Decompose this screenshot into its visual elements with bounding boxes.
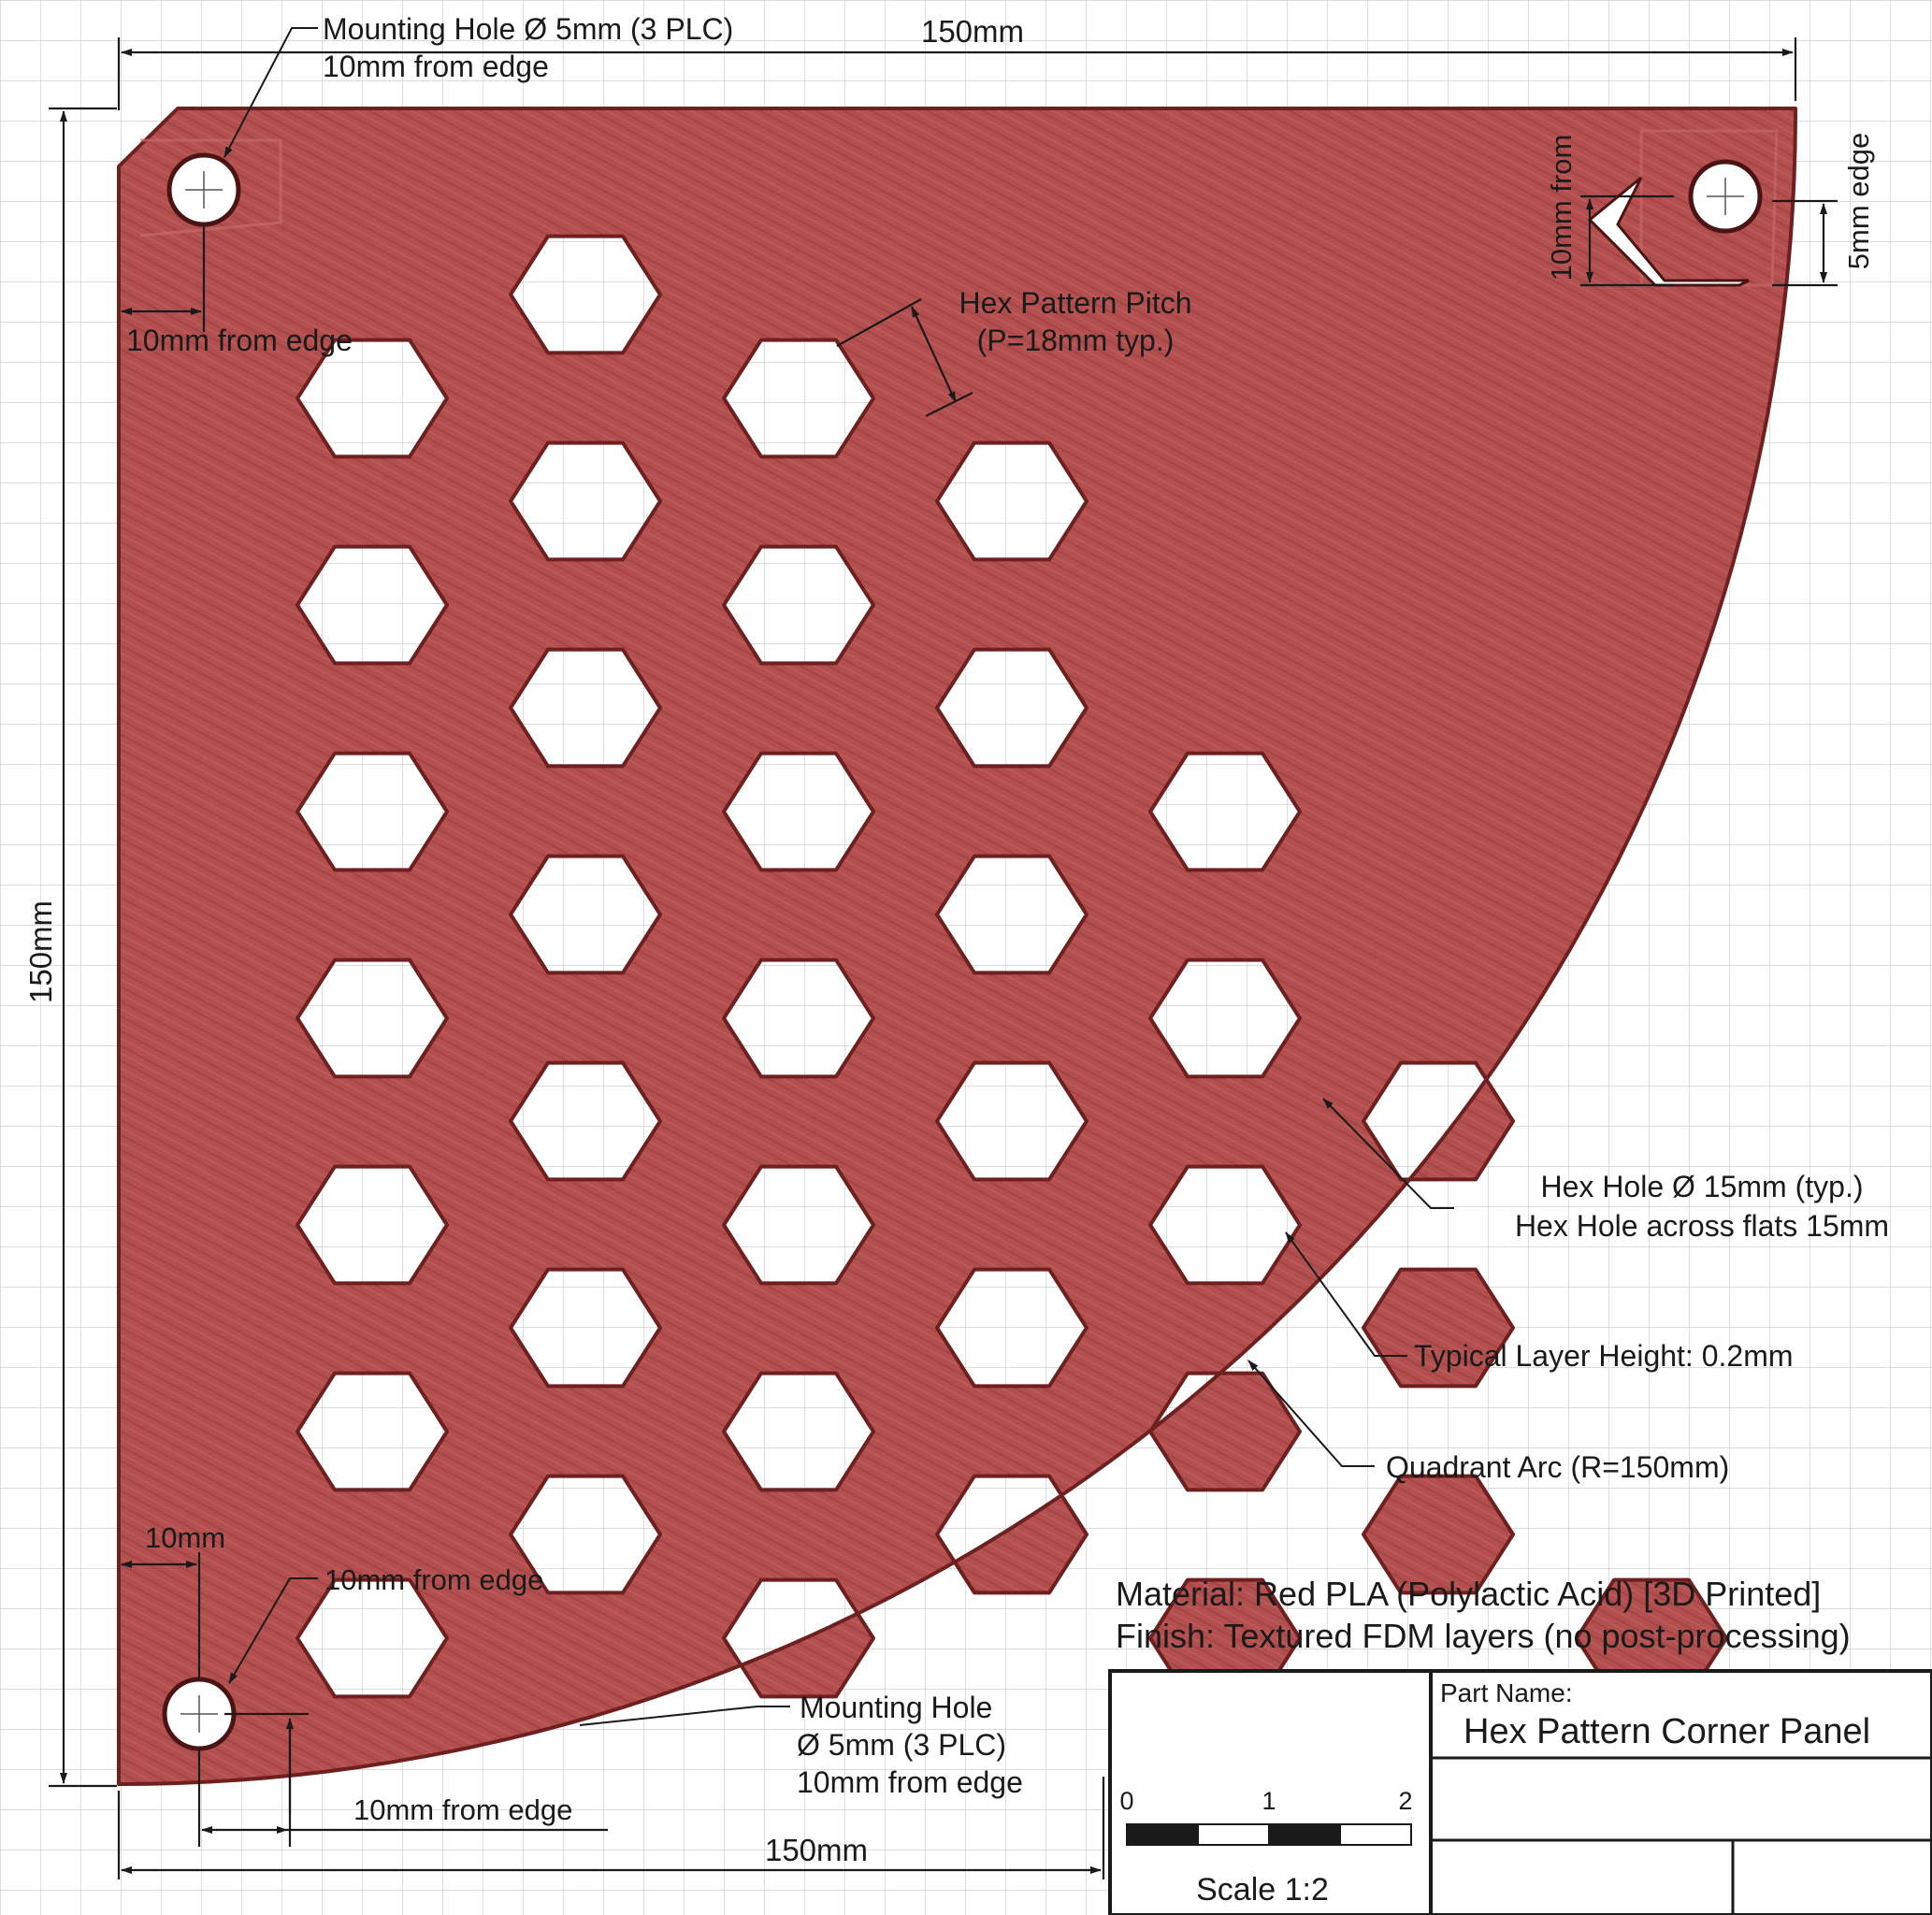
bottom-hole-label-2: Ø 5mm (3 PLC): [797, 1728, 1007, 1762]
bottom-width-label: 150mm: [764, 1833, 869, 1867]
mounting-hole-top-left: [169, 155, 238, 224]
right-vertical-label-b: 5mm edge: [1842, 132, 1875, 270]
bottom-offset-label: 10mm from edge: [353, 1793, 573, 1826]
bottom-left-offset-label: 10mm from edge: [324, 1563, 544, 1596]
arc-label: Quadrant Arc (R=150mm): [1386, 1450, 1730, 1484]
pitch-label-2: (P=18mm typ.): [976, 324, 1175, 357]
hex-hole-label-1: Hex Hole Ø 15mm (typ.): [1540, 1170, 1864, 1203]
top-width-label: 150mm: [920, 14, 1025, 49]
pitch-label-1: Hex Pattern Pitch: [959, 286, 1192, 320]
title-block: [1110, 1671, 1932, 1915]
part-name: Hex Pattern Corner Panel: [1463, 1712, 1871, 1751]
top-hole-label-2: 10mm from edge: [323, 50, 549, 83]
scale-label: Scale 1:2: [1196, 1872, 1329, 1908]
right-vertical-label-a: 10mm from: [1545, 134, 1578, 281]
finish-note: Finish: Textured FDM layers (no post-processing): [1116, 1617, 1851, 1655]
mounting-hole-top-right: [1691, 162, 1760, 231]
material-note: Material: Red PLA (Polylactic Acid) [3D Printed]: [1116, 1575, 1822, 1613]
bottom-left-small-label: 10mm: [145, 1521, 226, 1554]
left-height-label: 150mm: [23, 900, 58, 1004]
mounting-hole-bottom-left: [165, 1679, 234, 1749]
hex-hole-label-2: Hex Hole across flats 15mm: [1514, 1209, 1890, 1243]
left-offset-label: 10mm from edge: [126, 324, 353, 357]
bottom-hole-label-1: Mounting Hole: [800, 1691, 993, 1724]
part-name-label: Part Name:: [1440, 1678, 1573, 1707]
bottom-hole-label-3: 10mm from edge: [797, 1765, 1023, 1799]
top-hole-label-1: Mounting Hole Ø 5mm (3 PLC): [323, 12, 734, 46]
scale-tick-0: 0: [1119, 1787, 1134, 1815]
scale-tick-1: 1: [1262, 1787, 1276, 1815]
scale-tick-2: 2: [1398, 1787, 1413, 1815]
layer-height-label: Typical Layer Height: 0.2mm: [1414, 1339, 1794, 1373]
